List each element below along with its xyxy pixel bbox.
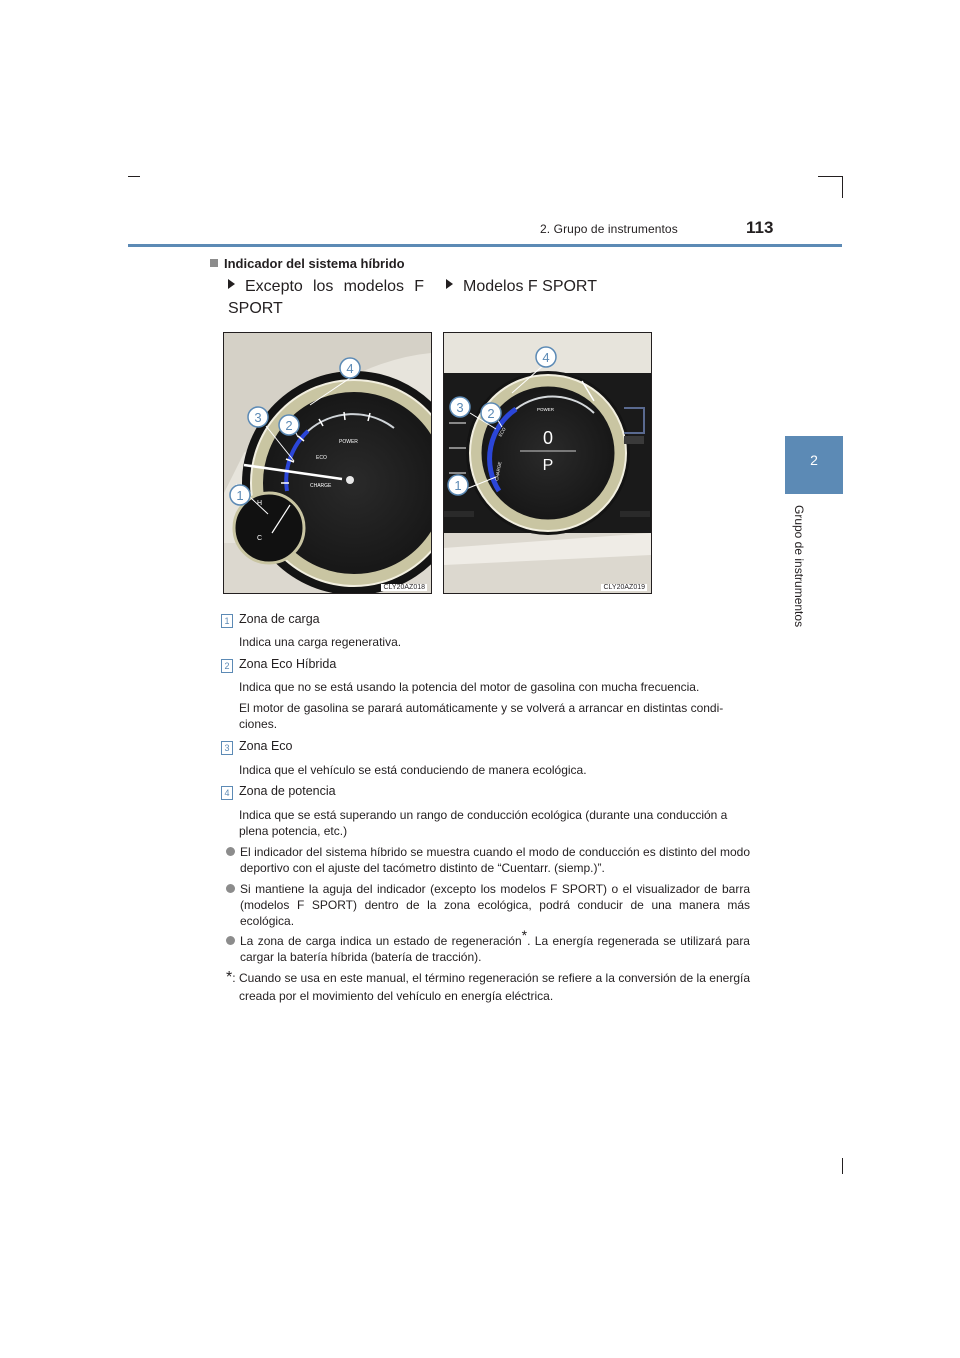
temp-label-h: H [257,500,263,507]
callout-3-right: 3 [456,400,464,415]
fsport-label-power: POWER [537,407,555,412]
note-bullet-3-text [240,927,750,965]
fsport-gauge-illustration [444,333,651,593]
note-bullet-3 [226,927,750,965]
figure-code-right: CLY20AZ019 [603,584,645,591]
item-number-1: 1 [221,614,233,628]
gauge-label-power: POWER [339,439,358,445]
callout-1-left: 1 [236,488,244,503]
page-number: 113 [746,218,774,237]
crop-mark-top-right-h [818,176,842,177]
triangle-icon [446,279,453,289]
caption-right [446,276,646,298]
item-3-title: Zona Eco [239,739,293,753]
figure-gauge-standard [223,332,432,594]
item-number-4: 4 [221,786,233,800]
crop-mark-top-right-v [842,176,843,198]
note-bullet-3-part-1: La zona de carga indica un estado de regeneración [240,934,522,948]
item-2-title: Zona Eco Híbrida [239,657,337,671]
asterisk-mark: * [521,927,528,943]
item-3-line-1: Indica que el vehículo se está conduciendo de manera ecológica. [239,763,587,777]
crop-mark-top-left [128,176,140,177]
fsport-label-charge: CHARGE [494,461,503,482]
footnote [226,969,750,1005]
item-1-title: Zona de carga [239,612,320,626]
triangle-icon [228,279,235,289]
note-bullet-1-text: El indicador del sistema híbrido se muestra cuando el modo de conducción es distinto del modo deportivo con el ajuste del tacómetro distinto de “Cuentarr. (siemp.)”. [240,845,750,875]
running-header-section: 2. Grupo de instrumentos [540,222,678,236]
item-number-3: 3 [221,741,233,755]
item-4-title: Zona de potencia [239,784,336,798]
standard-gauge-illustration [224,333,431,593]
item-4-line-1: Indica que se está superando un rango de conducción ecológica (durante una conducción a plena potencia, etc.) [239,808,728,838]
item-2-line-2: El motor de gasolina se parará automáticamente y se volverá a arrancar en distintas condi-ciones. [239,701,724,731]
bullet-dot-icon [226,884,235,893]
callout-2-left: 2 [285,418,293,433]
fsport-label-eco: ECO [497,426,507,438]
section-title [210,256,405,271]
gear-readout: P [542,457,554,474]
bullet-dot-icon [226,847,235,856]
footnote-asterisk: * [226,969,233,986]
chapter-tab-number: 2 [810,452,818,468]
chapter-tab-label: Grupo de instrumentos [792,505,806,628]
callout-4-right: 4 [542,350,550,365]
square-bullet-icon [210,259,218,267]
note-bullet-2-text: Si mantiene la aguja del indicador (excepto los modelos F SPORT) o el visualizador de barra (modelos F SPORT) dentro de la zona ecológica, podrá conducir de una manera más ecológica. [240,882,750,928]
item-2-line-1: Indica que no se está usando la potencia del motor de gasolina con mucha frecuencia. [239,680,700,694]
callout-3-left: 3 [254,410,262,425]
note-bullet-3-part-2: . La energía regenerada se utilizará para cargar la batería híbrida (batería de tracción). [240,934,750,964]
note-bullet-2 [226,881,750,929]
section-title-text: Indicador del sistema híbrido [224,256,405,271]
bullet-dot-icon [226,936,235,945]
speed-readout: 0 [542,428,554,448]
header-rule [128,244,842,247]
crop-mark-bottom-right [842,1158,843,1174]
caption-left [228,276,424,320]
gauge-label-eco: ECO [316,455,327,461]
gauge-label-charge: CHARGE [310,483,332,489]
figure-gauge-fsport [443,332,652,594]
figure-code-left: CLY20AZ018 [383,584,425,591]
temp-label-c: C [257,535,263,542]
item-1-line-1: Indica una carga regenerativa. [239,635,402,649]
callout-2-right: 2 [487,406,495,421]
note-bullet-1 [226,844,750,876]
caption-right-text: Modelos F SPORT [463,278,597,295]
footnote-text: : Cuando se usa en este manual, el término regeneración se refiere a la conversión de la energía creada por el movimiento del vehículo en energía eléctrica. [232,971,750,1003]
item-number-2: 2 [221,659,233,673]
caption-left-text: Excepto los modelos F SPORT [228,278,424,317]
callout-4-left: 4 [346,361,354,376]
callout-1-right: 1 [454,478,462,493]
